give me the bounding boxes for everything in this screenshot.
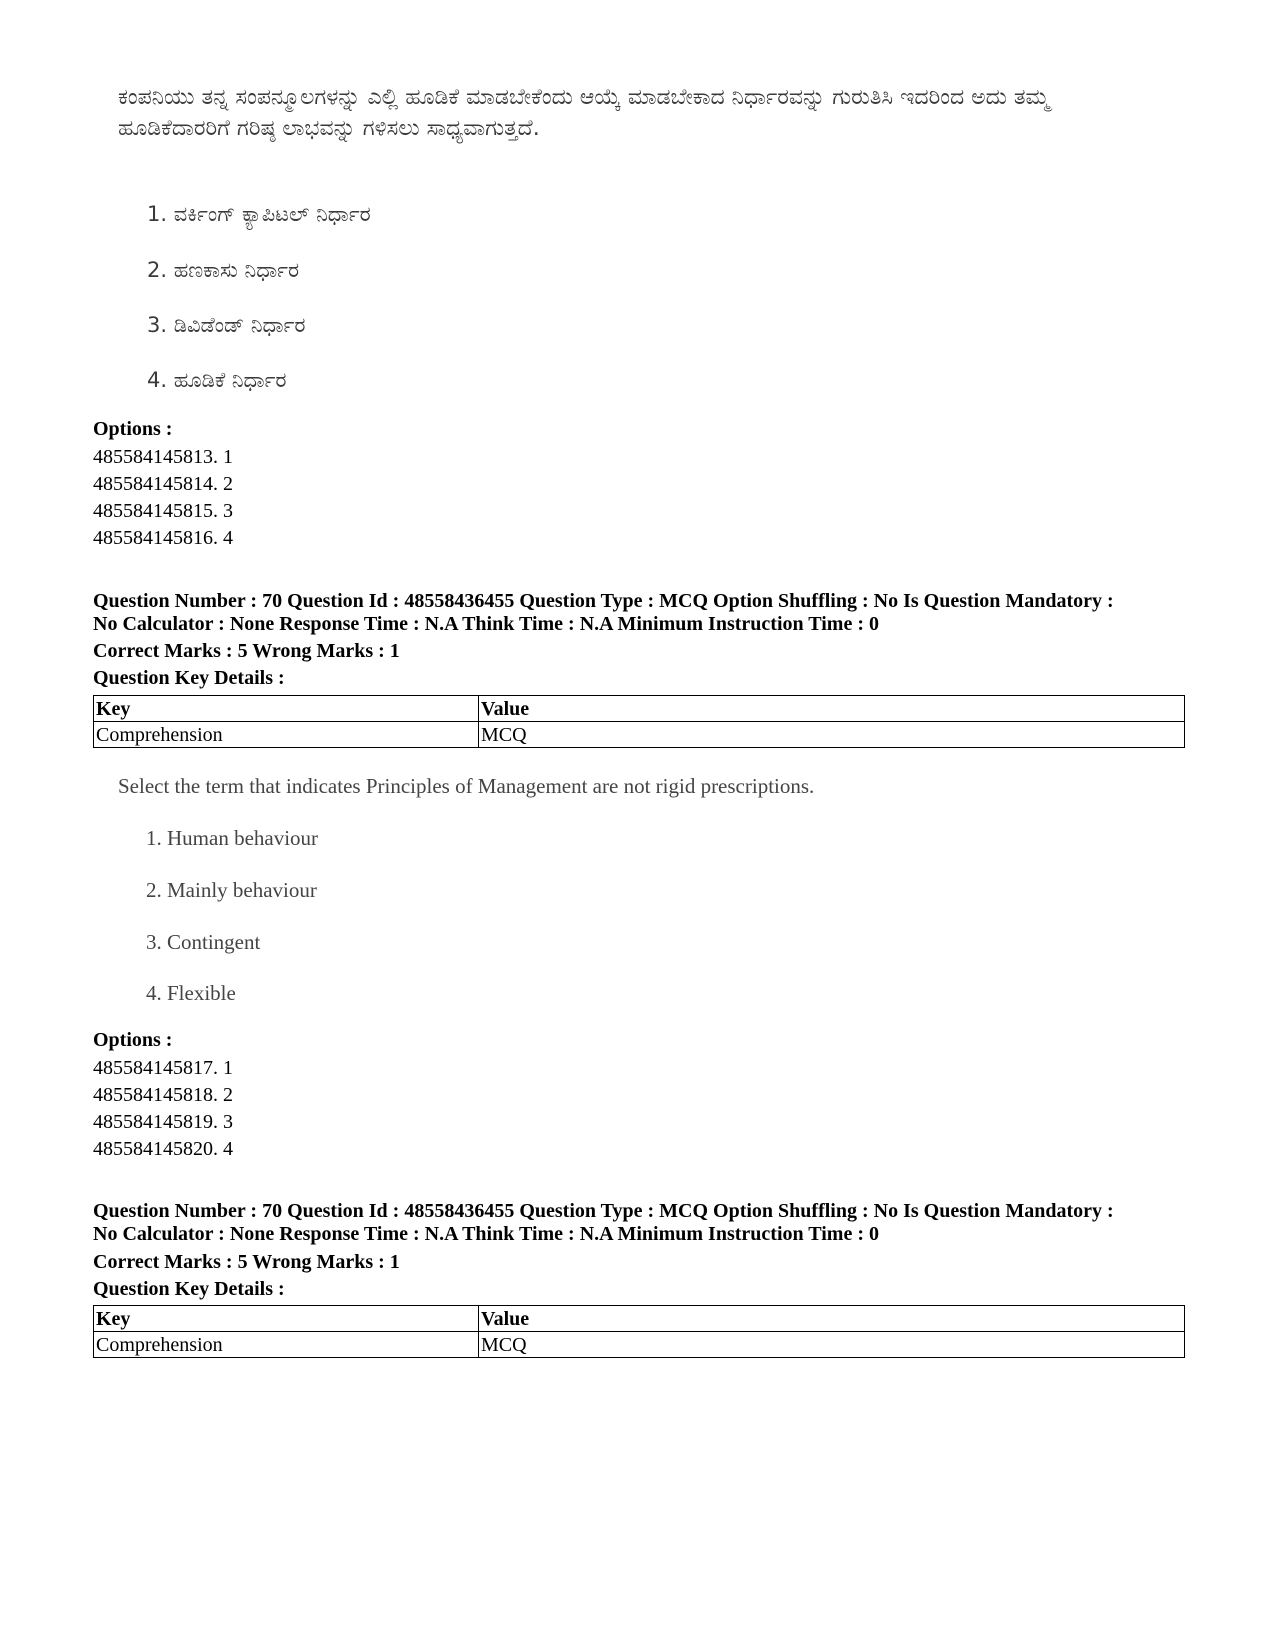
question-marks: Correct Marks : 5 Wrong Marks : 1 (93, 640, 400, 662)
question-marks: Correct Marks : 5 Wrong Marks : 1 (93, 1251, 400, 1273)
option-line: 485584145820. 4 (93, 1138, 233, 1160)
question-text: Select the term that indicates Principles of Management are not rigid prescriptions. (118, 774, 815, 798)
table-header-row (94, 696, 1185, 722)
key-details-label: Question Key Details : (93, 667, 285, 689)
choice-item-4: 4. ಹೂಡಿಕೆ ನಿರ್ಧಾರ (147, 368, 287, 392)
table-cell-value: MCQ (479, 722, 1185, 748)
table-row (94, 1332, 1185, 1358)
table-cell-key: Comprehension (94, 1332, 479, 1358)
options-label: Options : (93, 418, 173, 440)
key-details-table (93, 1305, 1185, 1358)
options-label: Options : (93, 1029, 173, 1051)
table-cell-value: MCQ (479, 1332, 1185, 1358)
option-line: 485584145817. 1 (93, 1057, 233, 1079)
table-header-value: Value (479, 1306, 1185, 1332)
option-line: 485584145816. 4 (93, 527, 233, 549)
table-cell-key: Comprehension (94, 722, 479, 748)
option-line: 485584145815. 3 (93, 500, 233, 522)
choice-item-2: 2. ಹಣಕಾಸು ನಿರ್ಧಾರ (147, 258, 300, 282)
key-details-label: Question Key Details : (93, 1278, 285, 1300)
question-meta-line-1: Question Number : 70 Question Id : 48558436455 Question Type : MCQ Option Shuffling : No Is Question Mandatory : (93, 590, 1114, 612)
question-meta-line-2: No Calculator : None Response Time : N.A Think Time : N.A Minimum Instruction Time : 0 (93, 613, 879, 635)
choice-item-3: 3. Contingent (146, 930, 261, 954)
option-line: 485584145819. 3 (93, 1111, 233, 1133)
table-header-value: Value (479, 696, 1185, 722)
table-header-key: Key (94, 696, 479, 722)
table-row (94, 722, 1185, 748)
key-details-table (93, 695, 1185, 748)
option-line: 485584145818. 2 (93, 1084, 233, 1106)
option-line: 485584145813. 1 (93, 446, 233, 468)
choice-item-2: 2. Mainly behaviour (146, 878, 317, 902)
choice-item-1: 1. ವರ್ಕಿಂಗ್ ಕ್ಯಾಪಿಟಲ್ ನಿರ್ಧಾರ (147, 202, 371, 226)
choice-item-3: 3. ಡಿವಿಡೆಂಡ್ ನಿರ್ಧಾರ (147, 313, 306, 337)
choice-item-4: 4. Flexible (146, 981, 236, 1005)
choice-item-1: 1. Human behaviour (146, 826, 319, 850)
question-meta-line-1: Question Number : 70 Question Id : 48558436455 Question Type : MCQ Option Shuffling : No Is Question Mandatory : (93, 1200, 1114, 1222)
question-passage-kannada: ಕಂಪನಿಯು ತನ್ನ ಸಂಪನ್ಮೂಲಗಳನ್ನು ಎಲ್ಲಿ ಹೂಡಿಕೆ ಮಾಡಬೇಕೆಂದು ಆಯ್ಕೆ ಮಾಡಬೇಕಾದ ನಿರ್ಧಾರವನ್ನು ಗುರುತಿಸಿ ಇದರಿಂದ ಅದು ತಮ್ಮ ಹೂಡಿಕೆದಾರರಿಗೆ ಗರಿಷ್ಠ ಲಾಭವನ್ನು ಗಳಿಸಲು ಸಾಧ್ಯವಾಗುತ್ತದೆ. (118, 85, 1050, 141)
table-header-row (94, 1306, 1185, 1332)
question-meta-line-2: No Calculator : None Response Time : N.A Think Time : N.A Minimum Instruction Time : 0 (93, 1223, 879, 1245)
option-line: 485584145814. 2 (93, 473, 233, 495)
table-header-key: Key (94, 1306, 479, 1332)
